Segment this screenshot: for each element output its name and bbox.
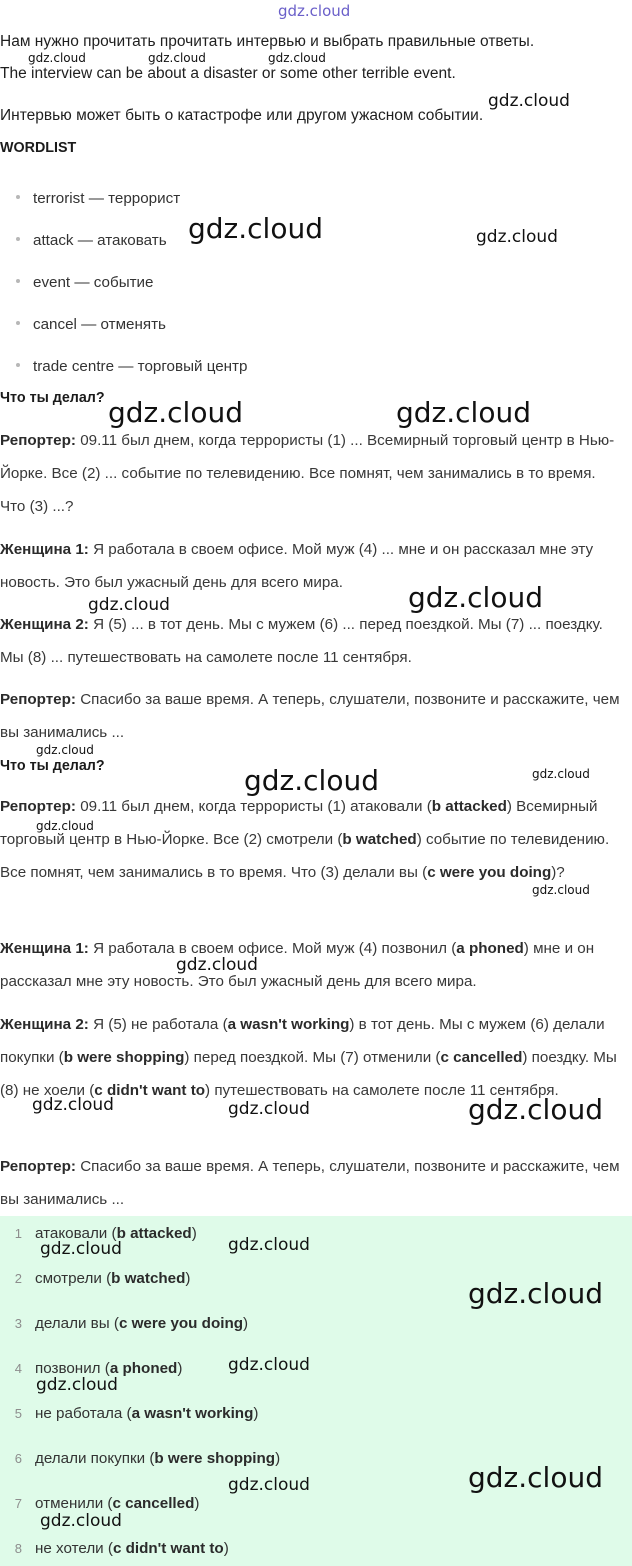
watermark: gdz.cloud (108, 396, 243, 429)
watermark: gdz.cloud (228, 1355, 310, 1375)
answer-item: 8 не хотели (c didn't want to) (14, 1540, 229, 1557)
watermark: gdz.cloud (532, 883, 590, 897)
watermark: gdz.cloud (36, 819, 94, 833)
solution-heading: Что ты делал? (0, 758, 105, 774)
watermark: gdz.cloud (488, 91, 570, 111)
answer-item: 1 атаковали (b attacked) (14, 1225, 197, 1242)
watermark: gdz.cloud (176, 955, 258, 975)
solution-paragraph-woman-1: Женщина 1: Я работала в своем офисе. Мой муж (4) позвонил (a phoned) мне и он рассказал мне эту новость. Это был ужасный день для всего мира. (0, 940, 595, 990)
watermark: gdz.cloud (36, 743, 94, 757)
answer-item: 5 не работала (a wasn't working) (14, 1405, 259, 1422)
watermark: gdz.cloud (468, 1093, 603, 1126)
answer-item: 2 смотрели (b watched) (14, 1270, 191, 1287)
watermark: gdz.cloud (532, 767, 590, 781)
watermark: gdz.cloud (476, 227, 558, 247)
wordlist-item: trade centre — торговый центр (16, 358, 247, 375)
task-paragraph-reporter: Репортер: 09.11 был днем, когда террористы (1) ... Всемирный торговый центр в Нью-Йорке. Все (2) ... событие по телевидению. Все помнят, чем занимались в то время. Что (3) ...? (0, 432, 615, 515)
watermark: gdz.cloud (36, 1375, 118, 1395)
bullet-icon (16, 321, 20, 325)
wordlist-heading: WORDLIST (0, 140, 77, 156)
watermark: gdz.cloud (28, 51, 86, 65)
task-paragraph-woman-1: Женщина 1: Я работала в своем офисе. Мой муж (4) ... мне и он рассказал мне эту новость. Это был ужасный день для всего мира. (0, 541, 594, 591)
watermark: gdz.cloud (188, 212, 323, 245)
answer-item: 6 делали покупки (b were shopping) (14, 1450, 281, 1467)
watermark: gdz.cloud (228, 1099, 310, 1119)
wordlist-item: cancel — отменять (16, 316, 166, 333)
watermark: gdz.cloud (148, 51, 206, 65)
bullet-icon (16, 237, 20, 241)
watermark: gdz.cloud (32, 1095, 114, 1115)
watermark: gdz.cloud (40, 1511, 122, 1531)
watermark: gdz.cloud (228, 1475, 310, 1495)
intro-line-1: Нам нужно прочитать прочитать интервью и выбрать правильные ответы. (0, 33, 535, 50)
wordlist-item: attack — атаковать (16, 232, 167, 249)
watermark: gdz.cloud (40, 1239, 122, 1259)
wordlist-item: event — событие (16, 274, 154, 291)
wordlist-item: terrorist — террорист (16, 190, 180, 207)
bullet-icon (16, 279, 20, 283)
solution-paragraph-reporter-closing: Репортер: Спасибо за ваше время. А теперь, слушатели, позвоните и расскажите, чем вы занимались ... (0, 1158, 620, 1208)
task-heading: Что ты делал? (0, 390, 105, 406)
watermark: gdz.cloud (268, 51, 326, 65)
task-paragraph-reporter-closing: Репортер: Спасибо за ваше время. А теперь, слушатели, позвоните и расскажите, чем вы занимались ... (0, 691, 620, 741)
bullet-icon (16, 363, 20, 367)
watermark: gdz.cloud (408, 581, 543, 614)
bullet-icon (16, 195, 20, 199)
solution-paragraph-woman-2: Женщина 2: Я (5) не работала (a wasn't working) в тот день. Мы с мужем (6) делали покупки (b were shopping) перед поездкой. Мы (7) отменили (c cancelled) поездку. Мы (8) не хоели (c didn't want to) путешествовать на самолете после 11 сентября. (0, 1016, 617, 1099)
answer-item: 4 позвонил (a phoned) (14, 1360, 183, 1377)
task-paragraph-woman-2: Женщина 2: Я (5) ... в тот день. Мы с мужем (6) ... перед поездкой. Мы (7) ... поездку. Мы (8) ... путешествовать на самолете после 11 сентября. (0, 616, 603, 666)
watermark: gdz.cloud (468, 1461, 603, 1494)
watermark: gdz.cloud (468, 1277, 603, 1310)
site-logo[interactable]: gdz.cloud (278, 2, 351, 20)
watermark: gdz.cloud (228, 1235, 310, 1255)
intro-line-3: Интервью может быть о катастрофе или другом ужасном событии. (0, 107, 484, 124)
answer-item: 3 делали вы (c were you doing) (14, 1315, 249, 1332)
answer-item: 7 отменили (c cancelled) (14, 1495, 200, 1512)
watermark: gdz.cloud (396, 396, 531, 429)
solution-paragraph-reporter: Репортер: 09.11 был днем, когда террористы (1) атаковали (b attacked) Всемирный торговый центр в Нью-Йорке. Все (2) смотрели (b watched) событие по телевидению. Все помнят, чем занимались в то время. Что (3) делали вы (c were you doing)? (0, 798, 610, 881)
intro-line-2: The interview can be about a disaster or some other terrible event. (0, 65, 456, 82)
watermark: gdz.cloud (244, 764, 379, 797)
watermark: gdz.cloud (88, 595, 170, 615)
